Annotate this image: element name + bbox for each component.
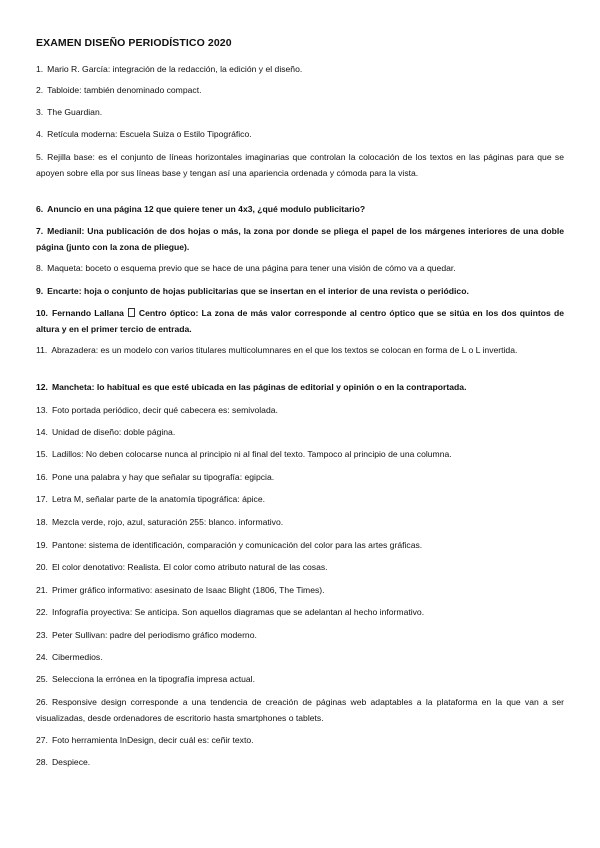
item-number: 5. [36, 152, 44, 162]
item-text: Infografía proyectiva: Se anticipa. Son aquellos diagramas que se adelantan al hecho informativo. [51, 607, 425, 617]
list-item [36, 61, 564, 77]
item-text: Selecciona la errónea en la tipografía impresa actual. [51, 674, 255, 684]
item-text: Letra M, señalar parte de la anatomía tipográfica: ápice. [51, 494, 266, 504]
item-text: Encarte: hoja o conjunto de hojas publicitarias que se insertan en el interior de una revista o periódico. [47, 286, 469, 296]
item-number: 6. [36, 204, 44, 214]
item-text: Mancheta: lo habitual es que esté ubicada en las páginas de editorial y opinión o en la contraportada. [51, 382, 467, 392]
list-item [36, 649, 564, 665]
document-title: EXAMEN DISEÑO PERIODÍSTICO 2020 [36, 37, 232, 49]
item-text: Retícula moderna: Escuela Suiza o Estilo Tipográfico. [47, 129, 252, 139]
list-item [36, 126, 564, 142]
item-number: 19. [36, 540, 48, 550]
item-text: Tabloide: también denominado compact. [47, 85, 202, 95]
item-text: Medianil: Una publicación de dos hojas o más, la zona por donde se pliega el papel de los márgenes interiores de una doble página (junto con la zona de pliegue). [36, 226, 564, 252]
item-number: 2. [36, 85, 44, 95]
item-text: El color denotativo: Realista. El color como atributo natural de las cosas. [51, 562, 328, 572]
list-item [36, 260, 564, 276]
item-text-a: Fernando Lallana [51, 308, 124, 318]
item-number: 25. [36, 674, 48, 684]
item-number: 13. [36, 405, 48, 415]
item-text: Anuncio en una página 12 que quiere tener un 4x3, ¿qué modulo publicitario? [47, 204, 366, 214]
item-number: 20. [36, 562, 48, 572]
list-item [36, 201, 564, 217]
list-item [36, 379, 564, 395]
item-number: 22. [36, 607, 48, 617]
list-item [36, 754, 564, 770]
item-number: 27. [36, 735, 48, 745]
list-item [36, 671, 564, 687]
list-item [36, 342, 564, 358]
list-item [36, 604, 564, 620]
list-item [36, 469, 564, 485]
item-text: The Guardian. [47, 107, 103, 117]
item-number: 8. [36, 263, 44, 273]
item-text: Rejilla base: es el conjunto de líneas horizontales imaginarias que controlan la colocación de los textos en las páginas para que se apoyen sobre ella por sus líneas base y tengan así una apariencia ordenada y cómoda para la vista. [36, 152, 564, 178]
item-text: Mezcla verde, rojo, azul, saturación 255: blanco. informativo. [51, 517, 284, 527]
item-text: Responsive design corresponde a una tendencia de creación de páginas web adaptables a la plataforma en la que van a ser visualizadas, desde ordenadores de escritorio hasta smartphones o tablets. [36, 697, 564, 723]
item-number: 18. [36, 517, 48, 527]
item-text: Pantone: sistema de identificación, comparación y comunicación del color para las artes gráficas. [51, 540, 423, 550]
list-item [36, 402, 564, 418]
list-item [36, 82, 564, 98]
item-text: Peter Sullivan: padre del periodismo gráfico moderno. [51, 630, 257, 640]
list-item [36, 559, 564, 575]
item-text: Cibermedios. [51, 652, 103, 662]
item-number: 7. [36, 226, 44, 236]
item-number: 17. [36, 494, 48, 504]
item-number: 16. [36, 472, 48, 482]
item-number: 23. [36, 630, 48, 640]
item-text: Primer gráfico informativo: asesinato de Isaac Blight (1806, The Times). [51, 585, 325, 595]
item-text: Foto portada periódico, decir qué cabecera es: semivolada. [51, 405, 278, 415]
item-number: 12. [36, 382, 48, 392]
list-item [36, 305, 564, 337]
item-text: Maqueta: boceto o esquema previo que se hace de una página para tener una visión de cómo va a quedar. [47, 263, 456, 273]
item-text: Foto herramienta InDesign, decir cuál es: ceñir texto. [51, 735, 254, 745]
item-number: 15. [36, 449, 48, 459]
item-number: 1. [36, 64, 44, 74]
list-item [36, 627, 564, 643]
list-item [36, 694, 564, 726]
item-number: 21. [36, 585, 48, 595]
item-text: Unidad de diseño: doble página. [51, 427, 176, 437]
item-text: Ladillos: No deben colocarse nunca al principio ni al final del texto. Tampoco al principio de una columna. [51, 449, 452, 459]
list-item [36, 732, 564, 748]
item-text-b: Centro óptico: La zona de más valor corresponde al centro óptico que se sitúa en los dos quintos de altura y en el primer tercio de entrada. [36, 308, 564, 334]
item-number: 10. [36, 308, 48, 318]
list-item [36, 104, 564, 120]
item-number: 4. [36, 129, 44, 139]
item-number: 24. [36, 652, 48, 662]
item-text: Pone una palabra y hay que señalar su tipografía: egipcia. [51, 472, 275, 482]
item-text: Abrazadera: es un modelo con varios titulares multicolumnares en el que los textos se colocan en forma de L o L invertida. [51, 345, 518, 355]
item-text: Despiece. [51, 757, 91, 767]
list-item [36, 582, 564, 598]
list-item [36, 223, 564, 255]
item-number: 14. [36, 427, 48, 437]
item-text: Mario R. García: integración de la redacción, la edición y el diseño. [47, 64, 303, 74]
item-number: 11. [36, 345, 48, 355]
list-item [36, 424, 564, 440]
list-item [36, 491, 564, 507]
item-number: 9. [36, 286, 44, 296]
list-item [36, 514, 564, 530]
list-item [36, 283, 564, 299]
list-item [36, 149, 564, 181]
unknown-glyph-icon [128, 308, 135, 317]
list-item [36, 537, 564, 553]
item-number: 28. [36, 757, 48, 767]
item-number: 26. [36, 697, 48, 707]
list-item [36, 446, 564, 462]
item-number: 3. [36, 107, 44, 117]
